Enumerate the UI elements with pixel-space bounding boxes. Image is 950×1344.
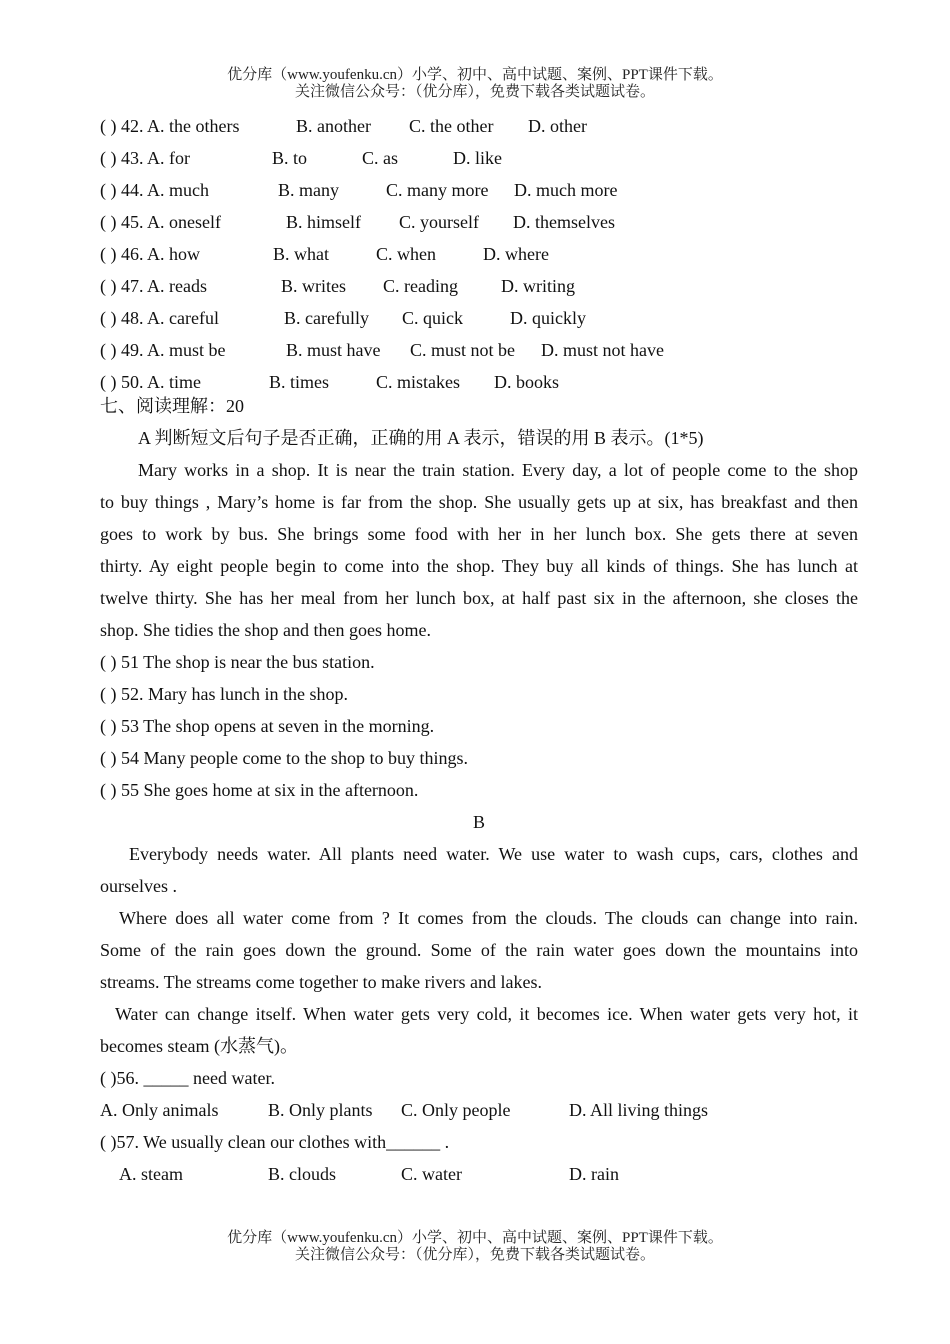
passage-line: Some of the rain goes down the ground. Some of the rain water goes down the mountains into bbox=[100, 940, 858, 960]
option-c: C. Only people bbox=[401, 1100, 511, 1120]
question-stem: ( ) 43. A. for bbox=[100, 148, 190, 168]
option-d: D. where bbox=[483, 244, 549, 264]
question-stem: ( ) 42. A. the others bbox=[100, 116, 240, 136]
question-stem: ( ) 50. A. time bbox=[100, 372, 201, 392]
option-d: D. themselves bbox=[513, 212, 615, 232]
option-c: C. yourself bbox=[399, 212, 479, 232]
tf-question-52: ( ) 52. Mary has lunch in the shop. bbox=[100, 684, 348, 704]
passage-line: Water can change itself. When water gets very cold, it becomes ice. When water gets very hot, it bbox=[115, 1004, 858, 1024]
option-c: C. many more bbox=[386, 180, 489, 200]
option-b: B. writes bbox=[281, 276, 346, 296]
question-stem: ( ) 45. A. oneself bbox=[100, 212, 221, 232]
option-b: B. to bbox=[272, 148, 308, 168]
option-b: B. times bbox=[269, 372, 330, 392]
option-b: B. carefully bbox=[284, 308, 369, 328]
option-d: D. rain bbox=[569, 1164, 619, 1184]
option-a: A. steam bbox=[119, 1164, 183, 1184]
option-d: D. writing bbox=[501, 276, 575, 296]
tf-question-55: ( ) 55 She goes home at six in the afternoon. bbox=[100, 780, 419, 800]
option-c: C. reading bbox=[383, 276, 458, 296]
option-b: B. clouds bbox=[268, 1164, 337, 1184]
page-header bbox=[0, 67, 950, 101]
question-stem: ( ) 47. A. reads bbox=[100, 276, 207, 296]
option-b: B. many bbox=[278, 180, 339, 200]
option-c: C. must not be bbox=[410, 340, 516, 360]
question-stem: ( ) 48. A. careful bbox=[100, 308, 219, 328]
question-57-stem: ( )57. We usually clean our clothes with______ . bbox=[100, 1132, 450, 1152]
option-d: D. books bbox=[494, 372, 560, 392]
passage-line: to buy things , Mary’s home is far from the shop. She usually gets up at six, has breakfast and then bbox=[100, 492, 858, 512]
passage-line: Where does all water come from ? It comes from the clouds. The clouds can change into rain. bbox=[119, 908, 858, 928]
header-line-1: 优分库（www.youfenku.cn）小学、初中、高中试题、案例、PPT课件下载。 bbox=[227, 67, 723, 83]
part-b-label: B bbox=[472, 812, 485, 832]
option-b: B. another bbox=[296, 116, 371, 136]
tf-question-51: ( ) 51 The shop is near the bus station. bbox=[100, 652, 375, 672]
passage-line: shop. She tidies the shop and then goes home. bbox=[100, 620, 431, 640]
option-d: D. much more bbox=[514, 180, 618, 200]
option-b: B. must have bbox=[286, 340, 381, 360]
tf-question-54: ( ) 54 Many people come to the shop to buy things. bbox=[100, 748, 468, 768]
part-a-instruction: A 判断短文后句子是否正确，正确的用 A 表示，错误的用 B 表示。(1*5) bbox=[138, 428, 704, 448]
option-b: B. himself bbox=[286, 212, 361, 232]
passage-line: thirty. Ay eight people begin to come into the shop. They buy all kinds of things. She has lunch at bbox=[100, 556, 858, 576]
footer-line-1: 优分库（www.youfenku.cn）小学、初中、高中试题、案例、PPT课件下载。 bbox=[227, 1230, 723, 1246]
option-d: D. must not have bbox=[541, 340, 664, 360]
option-c: C. the other bbox=[409, 116, 494, 136]
page-footer bbox=[0, 1230, 950, 1264]
passage-line: goes to work by bus. She brings some food with her in her lunch box. She gets there at seven bbox=[100, 524, 858, 544]
option-c: C. water bbox=[401, 1164, 462, 1184]
option-c: C. as bbox=[362, 148, 398, 168]
passage-line: becomes steam (水蒸气)。 bbox=[100, 1036, 298, 1056]
question-stem: ( ) 44. A. much bbox=[100, 180, 209, 200]
option-a: A. Only animals bbox=[100, 1100, 219, 1120]
option-b: B. Only plants bbox=[268, 1100, 373, 1120]
option-d: D. quickly bbox=[510, 308, 586, 328]
footer-line-2: 关注微信公众号：（优分库），免费下载各类试题试卷。 bbox=[294, 1247, 655, 1263]
option-c: C. when bbox=[376, 244, 436, 264]
question-stem: ( ) 49. A. must be bbox=[100, 340, 226, 360]
passage-line: twelve thirty. She has her meal from her lunch box, at half past six in the afternoon, she closes the bbox=[100, 588, 858, 608]
section-title: 七、阅读理解：20 bbox=[100, 396, 244, 416]
option-d: D. other bbox=[528, 116, 587, 136]
passage-line: ourselves . bbox=[100, 876, 177, 896]
passage-line: Everybody needs water. All plants need water. We use water to wash cups, cars, clothes and bbox=[129, 844, 858, 864]
option-d: D. All living things bbox=[569, 1100, 709, 1120]
passage-line: Mary works in a shop. It is near the train station. Every day, a lot of people come to the shop bbox=[138, 460, 858, 480]
tf-question-53: ( ) 53 The shop opens at seven in the morning. bbox=[100, 716, 435, 736]
option-d: D. like bbox=[453, 148, 502, 168]
header-line-2: 关注微信公众号：（优分库），免费下载各类试题试卷。 bbox=[294, 84, 655, 100]
question-56-stem: ( )56. _____ need water. bbox=[100, 1068, 275, 1088]
option-b: B. what bbox=[273, 244, 329, 264]
option-c: C. quick bbox=[402, 308, 463, 328]
question-stem: ( ) 46. A. how bbox=[100, 244, 200, 264]
passage-line: streams. The streams come together to make rivers and lakes. bbox=[100, 972, 543, 992]
option-c: C. mistakes bbox=[376, 372, 460, 392]
